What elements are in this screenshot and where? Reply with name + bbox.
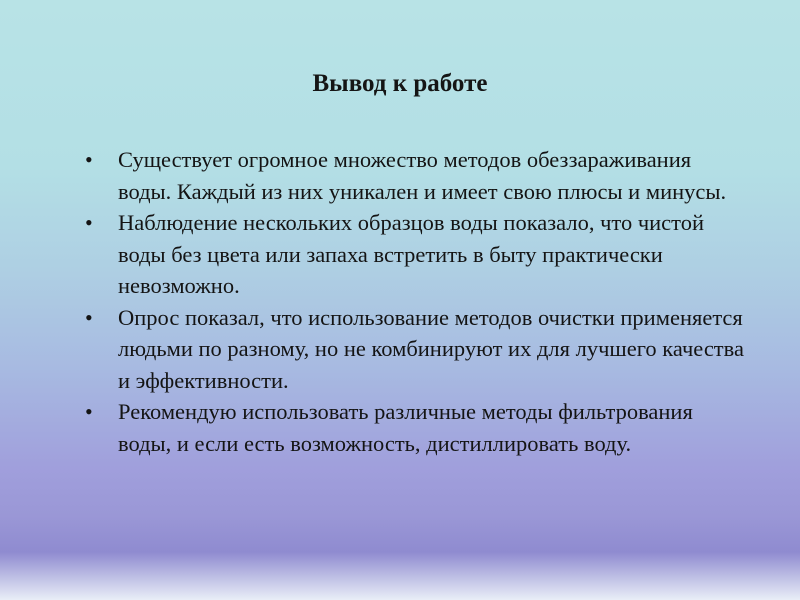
bullet-item [85, 396, 745, 459]
bullet-text: Опрос показал, что использование методов очистки применяется людьми по разному, но не комбинируют их для лучшего качества и эффективности. [118, 304, 744, 393]
bullet-text: Наблюдение нескольких образцов воды показало, что чистой воды без цвета или запаха встретить в быту практически невозможно. [118, 210, 704, 298]
bullet-text: Существует огромное множество методов обеззараживания воды. Каждый из них уникален и имеет свою плюсы и минусы. [118, 147, 727, 204]
bullet-list [85, 144, 745, 459]
bullet-item [85, 207, 745, 302]
bullet-point-icon: • [85, 399, 93, 424]
bullet-point-icon: • [85, 147, 93, 172]
bullet-item [85, 302, 745, 397]
slide-title: Вывод к работе [312, 70, 488, 97]
bullet-point-icon: • [85, 304, 93, 330]
bullet-point-icon: • [85, 210, 93, 235]
bullet-text: Рекомендую использовать различные методы фильтрования воды, и если есть возможность, дистиллировать воду. [118, 399, 693, 456]
bullet-item [85, 144, 745, 207]
